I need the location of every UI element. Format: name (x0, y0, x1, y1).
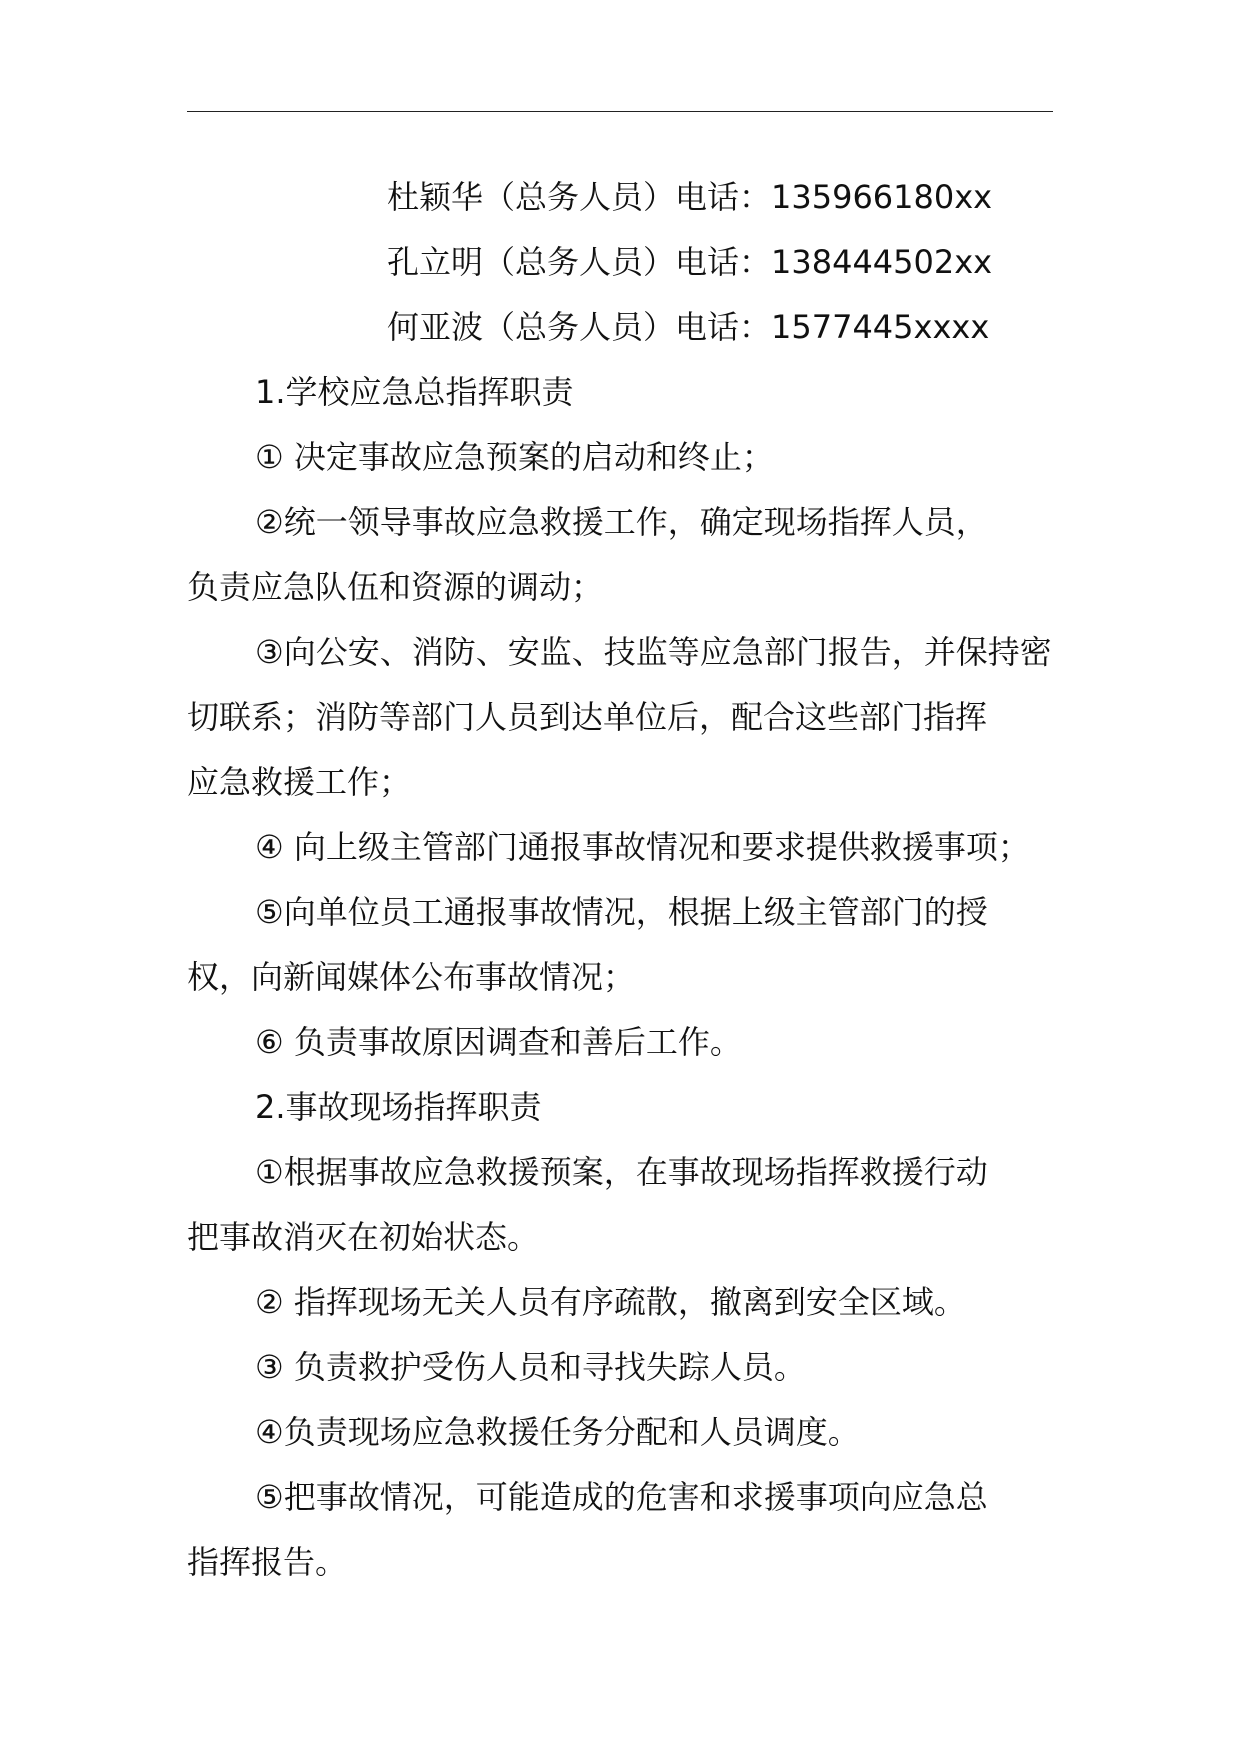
section-1-item-5: ⑤向单位员工通报事故情况，根据上级主管部门的授 (255, 893, 988, 931)
section-1-item-3: ③向公安、消防、安监、技监等应急部门报告，并保持密 (255, 633, 1052, 671)
section-1-item-3-cont: 应急救援工作； (187, 763, 412, 801)
section-2-item-5: ⑤把事故情况，可能造成的危害和求援事项向应急总 (255, 1478, 988, 1516)
section-1-item-1: ① 决定事故应急预案的启动和终止； (255, 438, 774, 476)
section-2-item-1: ①根据事故应急救援预案，在事故现场指挥救援行动 (255, 1153, 988, 1191)
section-2-item-4: ④负责现场应急救援任务分配和人员调度。 (255, 1413, 860, 1451)
section-1-heading: 1.学校应急总指挥职责 (255, 373, 574, 411)
section-2-item-2: ② 指挥现场无关人员有序疏散，撤离到安全区域。 (255, 1283, 966, 1321)
section-1-item-4: ④ 向上级主管部门通报事故情况和要求提供救援事项； (255, 828, 1030, 866)
header-rule (187, 111, 1053, 112)
contact-line: 孔立明（总务人员）电话：138444502xx (387, 243, 993, 281)
section-1-item-3-cont: 切联系；消防等部门人员到达单位后，配合这些部门指挥 (187, 698, 988, 736)
contact-line: 何亚波（总务人员）电话：1577445xxxx (387, 308, 990, 346)
section-1-item-2-cont: 负责应急队伍和资源的调动； (187, 568, 604, 606)
document-body (187, 165, 1057, 1595)
section-2-item-5-cont: 指挥报告。 (187, 1543, 348, 1581)
section-2-heading: 2.事故现场指挥职责 (255, 1088, 542, 1126)
section-1-item-6: ⑥ 负责事故原因调查和善后工作。 (255, 1023, 742, 1061)
section-1-item-2: ②统一领导事故应急救援工作，确定现场指挥人员， (255, 503, 988, 541)
section-2-item-3: ③ 负责救护受伤人员和寻找失踪人员。 (255, 1348, 806, 1386)
contact-line: 杜颖华（总务人员）电话：135966180xx (387, 178, 993, 216)
section-2-item-1-cont: 把事故消灭在初始状态。 (187, 1218, 540, 1256)
section-1-item-5-cont: 权，向新闻媒体公布事故情况； (187, 958, 636, 996)
